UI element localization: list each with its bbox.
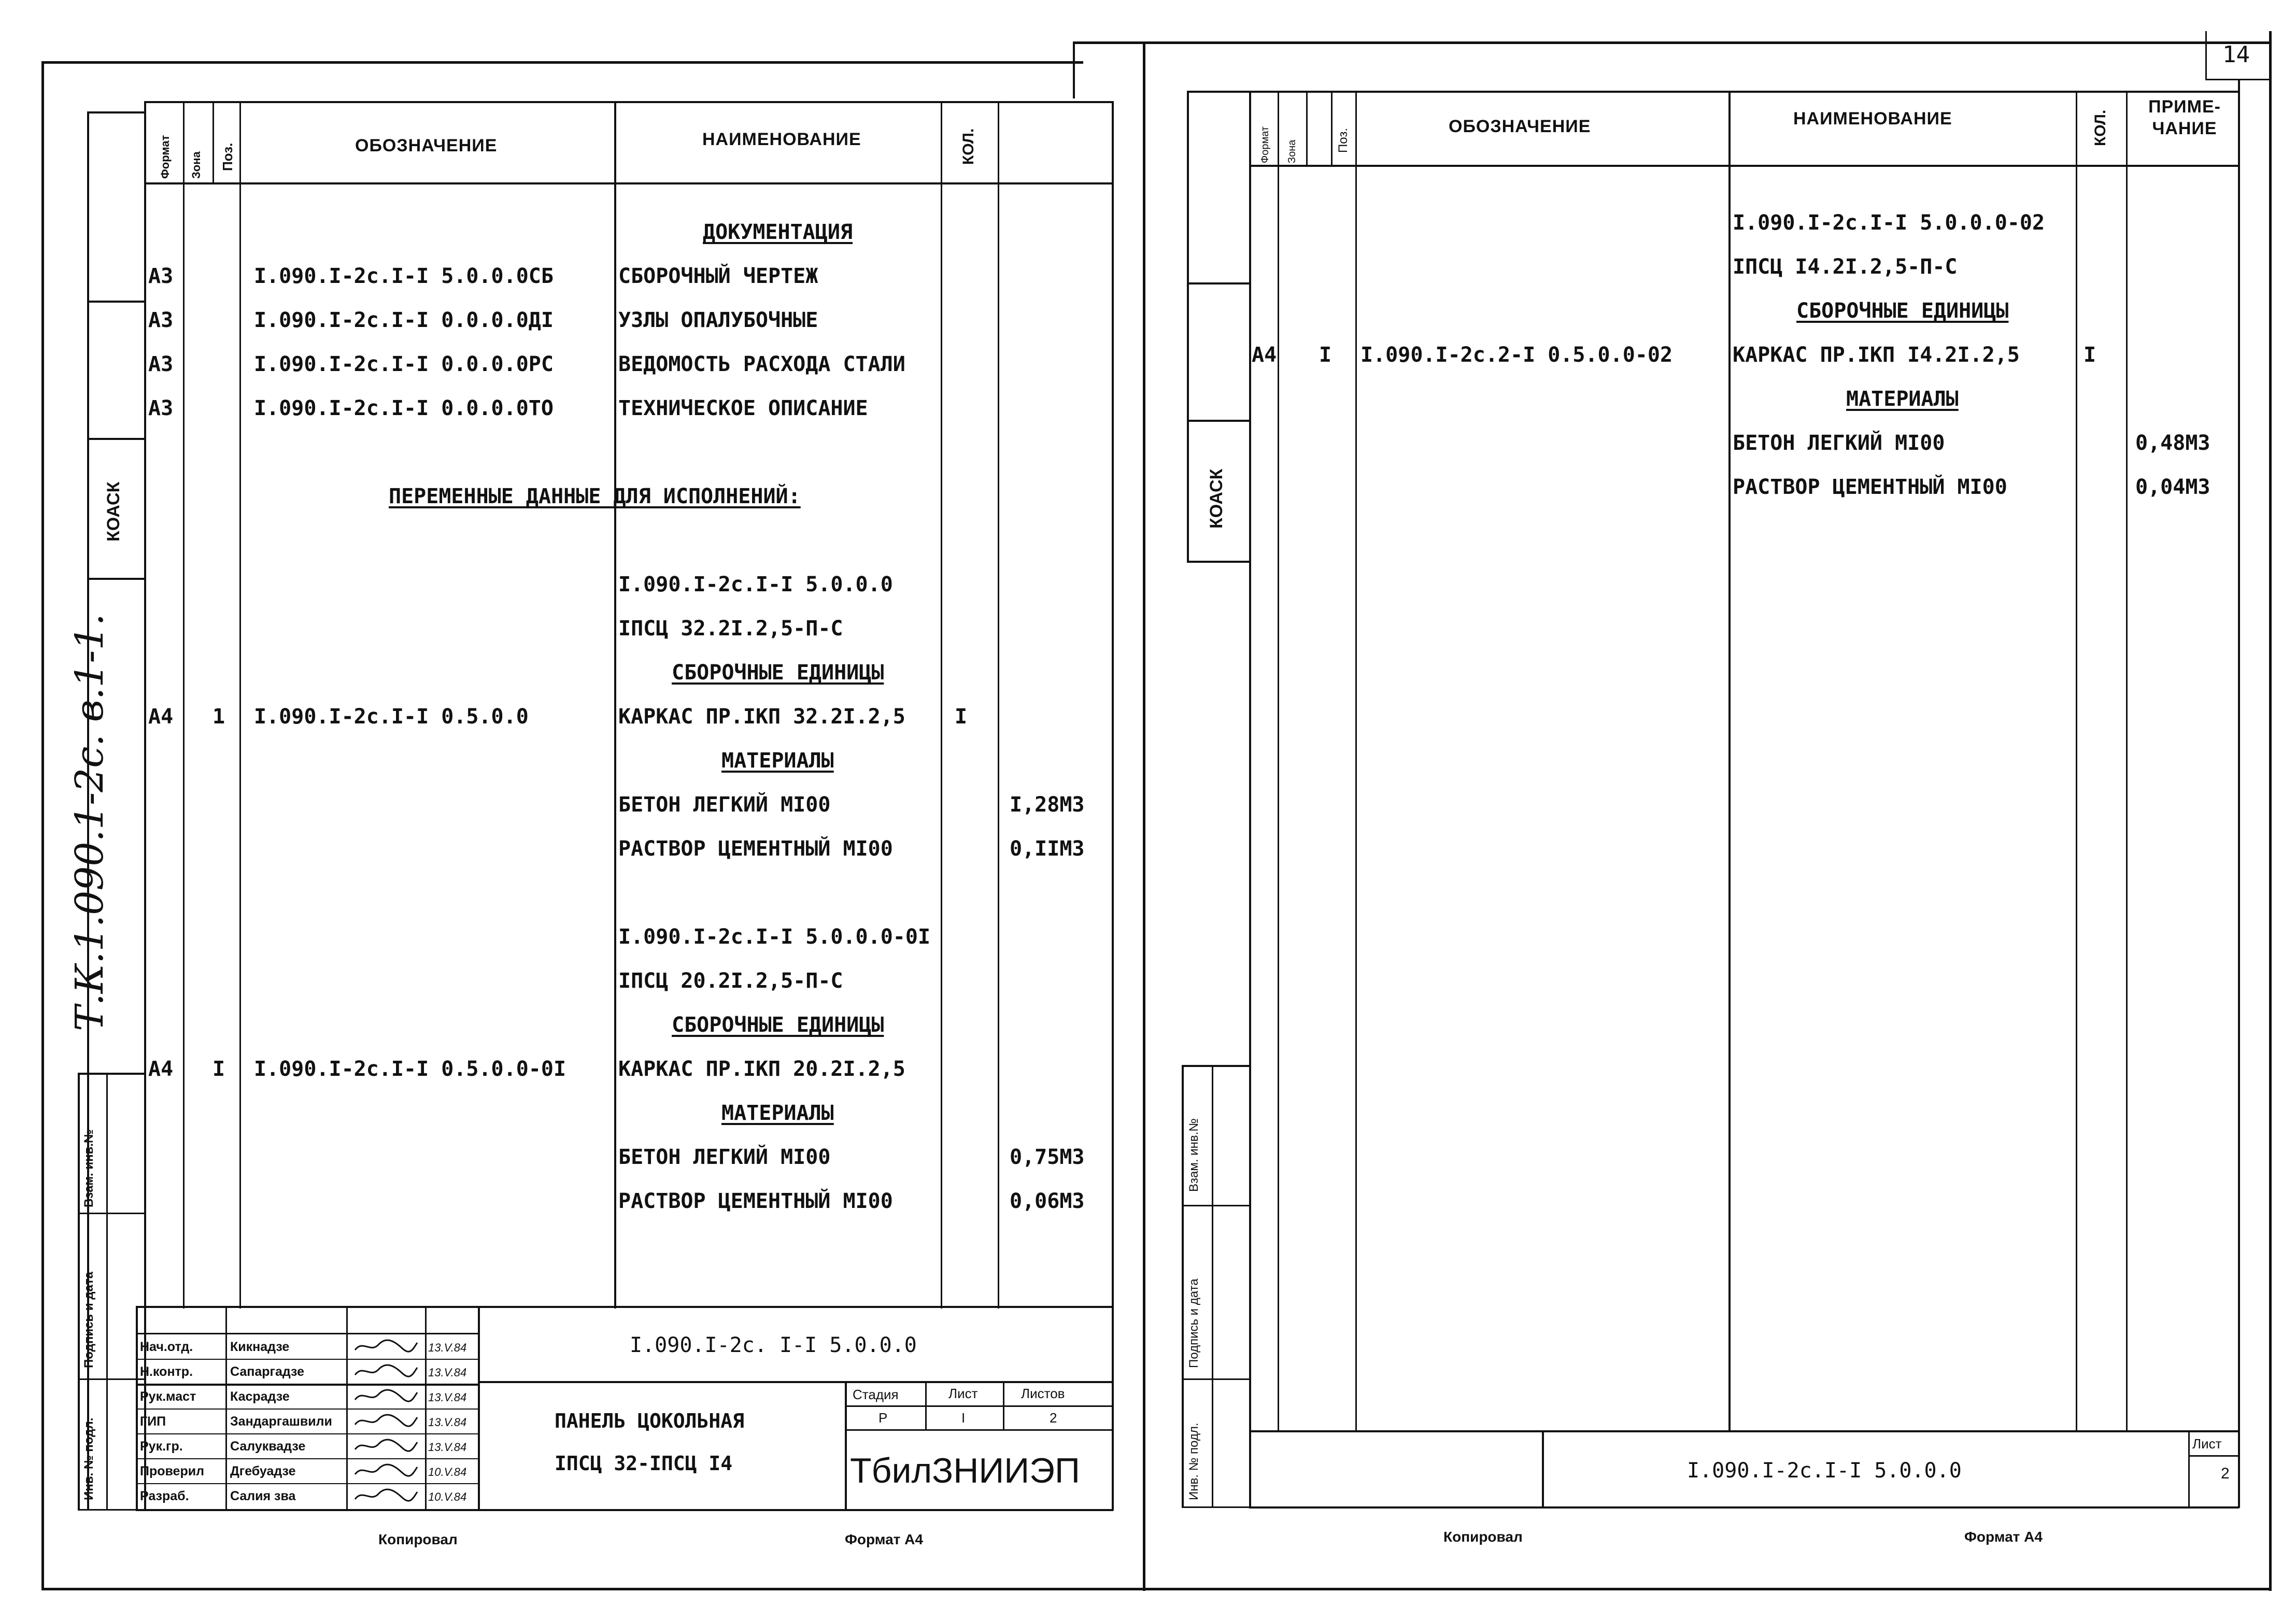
tb-person: Салуквадзе: [230, 1439, 306, 1454]
left-row-variants-heading: ПЕРЕМЕННЫЕ ДАННЫЕ ДЛЯ ИСПОЛНЕНИЙ:: [389, 485, 801, 508]
tb-person: Касрадзе: [230, 1389, 290, 1404]
right-row-name: БЕТОН ЛЕГКИЙ МI00: [1733, 431, 1945, 455]
right-row-note: 0,04М3: [2135, 475, 2210, 499]
tb-role: Проверил: [140, 1464, 204, 1478]
signature-icon: [352, 1339, 420, 1354]
right-side-stamp: КОАСК: [1207, 468, 1226, 529]
right-header-designation: ОБОЗНАЧЕНИЕ: [1449, 117, 1591, 136]
left-col-name: [941, 101, 942, 1308]
left-side-label-inv: Инв. № подл.: [82, 1417, 96, 1500]
left-row-name: УЗЛЫ ОПАЛУБОЧНЫЕ: [618, 308, 818, 332]
tb-top: [136, 1306, 1113, 1308]
right-header-pos: Поз.: [1336, 128, 1350, 153]
tb-divider: [478, 1306, 480, 1511]
tb-stage-label: Стадия: [853, 1387, 899, 1402]
tb-sheet-label: Лист: [948, 1386, 978, 1401]
right-side-label-inv: Инв. № подл.: [1187, 1422, 1201, 1500]
left-header-designation: ОБОЗНАЧЕНИЕ: [355, 136, 498, 155]
handwritten-code: Т.К.1.090.1-2с. в.1-1.: [67, 614, 112, 1031]
left-header-name: НАИМЕНОВАНИЕ: [702, 130, 861, 149]
tb-stage-value: Р: [878, 1410, 888, 1426]
tb-row-line: [136, 1483, 478, 1484]
left-col-qty: [998, 101, 999, 1308]
left-row-section-heading: МАТЕРИАЛЫ: [721, 1101, 834, 1125]
left-row-name: I.090.I-2с.I-I 5.0.0.0-0I: [618, 925, 931, 949]
tb-date: 13.V.84: [428, 1441, 467, 1454]
right-table-left: [1249, 91, 1251, 1508]
right-row-qty: I: [2084, 343, 2096, 367]
left-row-name: БЕТОН ЛЕГКИЙ МI00: [618, 1145, 831, 1169]
right-col-qty: [2126, 91, 2128, 1430]
left-side-block-top: [78, 1073, 144, 1075]
tb-document-code: I.090.I-2с. I-I 5.0.0.0: [630, 1333, 917, 1357]
tb-stage-sep: [845, 1405, 1113, 1407]
tb-role: Нач.отд.: [140, 1340, 193, 1354]
right-footer-top: [1249, 1430, 2239, 1432]
right-col-zone: [1306, 91, 1308, 166]
left-row-note: 0,06М3: [1010, 1189, 1085, 1213]
right-side-block-sep1: [1182, 1205, 1249, 1206]
left-col-zone: [212, 101, 214, 184]
left-row-name: РАСТВОР ЦЕМЕНТНЫЙ МI00: [618, 1189, 893, 1213]
signature-icon: [352, 1438, 420, 1454]
right-table-header-bottom: [1249, 165, 2239, 167]
left-row-format: А3: [148, 352, 174, 376]
signature-icon: [352, 1388, 420, 1404]
tb-person: Зандаргашвили: [230, 1414, 332, 1429]
left-row-name: СБОРОЧНЫЙ ЧЕРТЕЖ: [618, 264, 818, 288]
right-side-label-sign: Подпись и дата: [1187, 1278, 1201, 1368]
right-row-name: I.090.I-2с.I-I 5.0.0.0-02: [1733, 211, 2045, 235]
right-header-qty: КОЛ.: [2092, 109, 2109, 146]
right-col-format: [1278, 91, 1279, 1430]
tb-role: Н.контр.: [140, 1364, 193, 1379]
left-table-header-bottom: [144, 182, 1113, 184]
left-header-qty: КОЛ.: [960, 128, 977, 165]
right-side-block-col: [1212, 1065, 1213, 1508]
left-row-name: БЕТОН ЛЕГКИЙ МI00: [618, 793, 831, 817]
tb-row-line0: [136, 1333, 478, 1334]
tb-stage-bottom: [845, 1429, 1113, 1431]
left-row-designation: I.090.I-2с.I-I 0.0.0.0РС: [254, 352, 554, 376]
right-footer-format: Формат А4: [1964, 1529, 2043, 1545]
tb-role: Рук.гр.: [140, 1439, 183, 1454]
right-side-label-swap: Взам. инв.№: [1187, 1118, 1201, 1192]
left-side-block-sep2: [78, 1378, 144, 1380]
tb-person: Кикнадзе: [230, 1340, 290, 1354]
left-row-format: А3: [148, 396, 174, 420]
tb-row-line: [136, 1359, 478, 1360]
left-side-block-left: [78, 1073, 80, 1511]
left-side-label-swap: Взам. инв.№: [82, 1129, 96, 1207]
tb-product-line1: ПАНЕЛЬ ЦОКОЛЬНАЯ: [555, 1410, 745, 1432]
right-table-top: [1249, 91, 2239, 93]
tb-date: 13.V.84: [428, 1391, 467, 1404]
right-row-name: РАСТВОР ЦЕМЕНТНЫЙ МI00: [1733, 475, 2007, 499]
left-row-designation: I.090.I-2с.I-I 0.5.0.0-0I: [254, 1057, 566, 1081]
left-row-pos: I: [212, 1057, 225, 1081]
left-header-zone: Зона: [190, 151, 203, 179]
right-header-zone: Зона: [1286, 139, 1298, 163]
left-row-qty: I: [955, 705, 968, 729]
left-footer-copied: Копировал: [378, 1531, 458, 1547]
right-table-right: [2238, 79, 2240, 1508]
left-col-format: [183, 101, 185, 1308]
tb-sheets-label: Листов: [1021, 1386, 1065, 1401]
left-table-left: [144, 101, 146, 1511]
right-col-zone2: [1331, 91, 1333, 166]
tb-product-line2: IПСЦ 32-IПСЦ I4: [555, 1452, 733, 1475]
right-row-section-heading: МАТЕРИАЛЫ: [1846, 387, 1959, 411]
right-side-block-sep2: [1182, 1378, 1249, 1380]
left-row-note: 0,75М3: [1010, 1145, 1085, 1169]
right-row-designation: I.090.I-2с.2-I 0.5.0.0-02: [1360, 343, 1673, 367]
tb-role: Разраб.: [140, 1489, 189, 1503]
tb-stage-col1: [925, 1381, 927, 1430]
left-row-name: РАСТВОР ЦЕМЕНТНЫЙ МI00: [618, 837, 893, 861]
left-table-right: [1112, 101, 1114, 1511]
right-side-strip-sep: [1187, 282, 1249, 284]
left-row-section-heading: СБОРОЧНЫЕ ЕДИНИЦЫ: [672, 1013, 884, 1037]
left-row-designation: I.090.I-2с.I-I 5.0.0.0СБ: [254, 264, 554, 288]
tb-person: Салия зва: [230, 1489, 296, 1503]
left-row-note: 0,IIМ3: [1010, 837, 1085, 861]
sheet-border-left: [41, 61, 44, 1590]
right-header-note: ПРИМЕ-ЧАНИЕ: [2148, 97, 2221, 138]
right-stamp-bottom: [1187, 561, 1249, 563]
tb-organization: ТбилЗНИИЭП: [850, 1451, 1080, 1490]
tb-date: 13.V.84: [428, 1341, 467, 1354]
right-stamp-top: [1187, 420, 1249, 422]
signature-icon: [352, 1363, 420, 1379]
left-row-name: ВЕДОМОСТЬ РАСХОДА СТАЛИ: [618, 352, 905, 376]
tb-row-line: [136, 1384, 478, 1386]
right-side-strip-top: [1187, 91, 1249, 93]
left-row-format: А4: [148, 705, 174, 729]
tb-role: Рук.маст: [140, 1389, 196, 1404]
right-footer-sheet-sep: [2188, 1455, 2239, 1457]
left-row-section-heading: МАТЕРИАЛЫ: [721, 749, 834, 773]
left-row-name: КАРКАС ПР.IКП 32.2I.2,5: [618, 705, 905, 729]
right-side-block-bottom: [1182, 1506, 1249, 1508]
tb-stage-col2: [1003, 1381, 1004, 1430]
left-side-block-col: [106, 1073, 108, 1511]
tb-sheets-value: 2: [1050, 1410, 1057, 1426]
right-row-note: 0,48М3: [2135, 431, 2210, 455]
left-row-designation: I.090.I-2с.I-I 0.0.0.0ТО: [254, 396, 554, 420]
sheet-divider: [1143, 41, 1145, 1591]
left-header-pos: Поз.: [220, 143, 235, 171]
right-col-pos: [1355, 91, 1357, 1430]
right-side-block-left: [1182, 1065, 1184, 1508]
tb-row-line: [136, 1433, 478, 1434]
tb-code-bottom: [478, 1381, 1113, 1383]
left-side-block-sep1: [78, 1213, 144, 1214]
tb-sheet-value: I: [961, 1410, 966, 1426]
tb-date: 10.V.84: [428, 1490, 467, 1503]
right-footer-bottom: [1249, 1506, 2239, 1509]
tb-date: 13.V.84: [428, 1416, 467, 1429]
left-side-strip-sep: [87, 301, 144, 303]
sheet-border-top-right: [1073, 41, 2270, 44]
left-row-name: IПСЦ 32.2I.2,5-П-С: [618, 617, 843, 641]
left-row-name: ТЕХНИЧЕСКОЕ ОПИСАНИЕ: [618, 396, 868, 420]
tb-org-left: [845, 1381, 847, 1511]
tb-person: Дгебуадзе: [230, 1464, 296, 1478]
right-header-format: Формат: [1259, 126, 1271, 163]
right-header-name: НАИМЕНОВАНИЕ: [1793, 109, 1952, 129]
tb-person: Сапаргадзе: [230, 1364, 305, 1379]
right-row-name: IПСЦ I4.2I.2,5-П-С: [1733, 255, 1958, 279]
left-row-section-heading: ДОКУМЕНТАЦИЯ: [703, 220, 853, 244]
left-row-name: КАРКАС ПР.IКП 20.2I.2,5: [618, 1057, 905, 1081]
left-footer-format: Формат А4: [845, 1531, 923, 1547]
right-row-section-heading: СБОРОЧНЫЕ ЕДИНИЦЫ: [1796, 299, 2009, 323]
right-col-name: [2076, 91, 2077, 1430]
right-row-name: КАРКАС ПР.IКП I4.2I.2,5: [1733, 343, 2020, 367]
page-number-box: [2205, 31, 2207, 80]
sheet-border-top: [41, 61, 1083, 64]
page-number: 14: [2222, 41, 2250, 68]
left-row-designation: I.090.I-2с.I-I 0.0.0.0ДI: [254, 308, 554, 332]
left-row-section-heading: СБОРОЧНЫЕ ЕДИНИЦЫ: [672, 661, 884, 685]
left-side-strip-top: [87, 111, 144, 113]
left-row-pos: 1: [212, 705, 225, 729]
left-stamp-bottom: [87, 578, 144, 580]
left-row-designation: I.090.I-2с.I-I 0.5.0.0: [254, 705, 529, 729]
tb-role: ГИП: [140, 1414, 166, 1429]
left-row-name: IПСЦ 20.2I.2,5-П-С: [618, 969, 843, 993]
right-side-strip-line: [1187, 91, 1189, 562]
right-col-designation: [1728, 91, 1731, 1430]
left-table-top: [144, 101, 1113, 103]
sheet-divider-tick: [1073, 41, 1075, 98]
right-row-pos: I: [1319, 343, 1332, 367]
sheet-border-bottom: [41, 1588, 2270, 1590]
tb-date: 13.V.84: [428, 1366, 467, 1379]
signature-icon: [352, 1488, 420, 1503]
right-footer-sheet-label: Лист: [2192, 1436, 2222, 1452]
right-row-format: А4: [1252, 343, 1277, 367]
left-row-note: I,28М3: [1010, 793, 1085, 817]
left-header-format: Формат: [159, 135, 172, 179]
tb-bottom: [136, 1509, 1113, 1511]
signature-icon: [352, 1413, 420, 1429]
tb-row-line: [136, 1408, 478, 1410]
left-row-format: А4: [148, 1057, 174, 1081]
left-stamp-top: [87, 438, 144, 440]
right-footer-code: I.090.I-2с.I-I 5.0.0.0: [1687, 1459, 1962, 1483]
tb-row-line: [136, 1458, 478, 1459]
signature-icon: [352, 1463, 420, 1478]
sheet-border-right: [2269, 31, 2272, 1591]
left-row-name: I.090.I-2с.I-I 5.0.0.0: [618, 573, 893, 596]
left-side-label-sign: Подпись и дата: [82, 1272, 96, 1368]
left-side-stamp: КОАСК: [104, 481, 123, 542]
left-col-designation: [614, 101, 616, 1308]
right-side-block-top: [1182, 1065, 1249, 1067]
tb-date: 10.V.84: [428, 1466, 467, 1478]
right-footer-col: [1542, 1430, 1544, 1508]
left-side-block-bottom: [78, 1509, 144, 1511]
right-footer-sheet: 2: [2221, 1465, 2230, 1482]
left-row-format: А3: [148, 264, 174, 288]
right-footer-copied: Копировал: [1443, 1529, 1523, 1545]
left-row-format: А3: [148, 308, 174, 332]
left-col-pos: [239, 101, 241, 1308]
right-footer-sheet-col: [2188, 1430, 2190, 1508]
